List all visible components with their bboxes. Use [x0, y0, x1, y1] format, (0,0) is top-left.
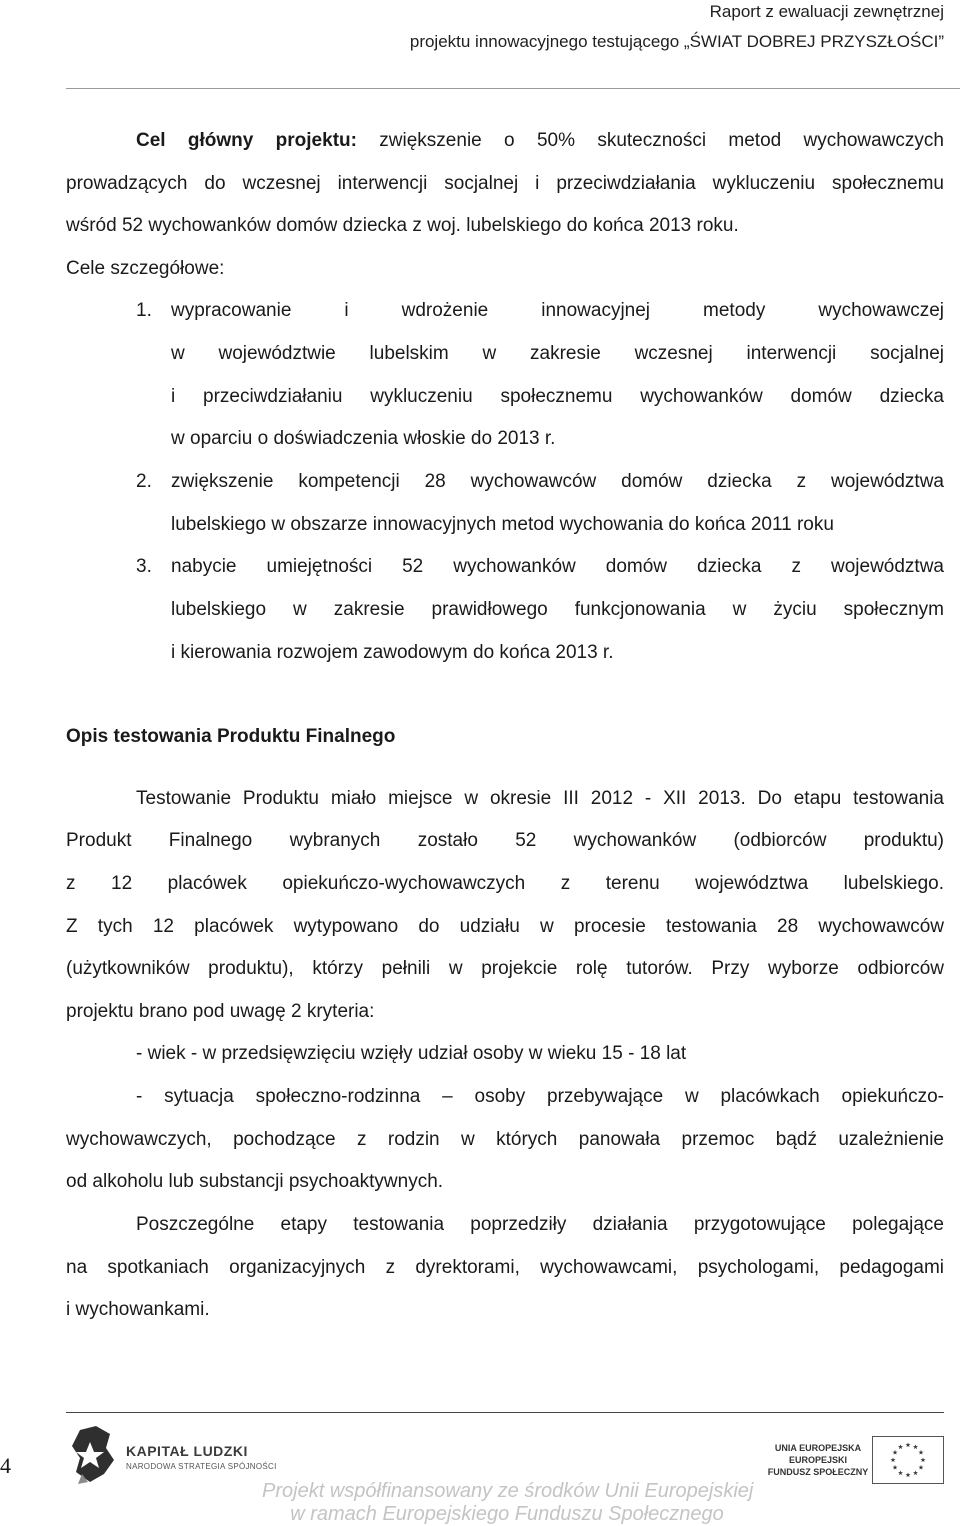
eu-text-line-3: FUNDUSZ SPOŁECZNY	[767, 1467, 869, 1477]
cofinance-line-1: Projekt współfinansowany ze środków Unii Europejskiej	[262, 1480, 754, 1502]
para2-line-2: na spotkaniach organizacyjnych z dyrektorami, wychowawcami, psychologami, pedagogami	[66, 1257, 944, 1278]
specific-goals-heading: Cele szczegółowe:	[66, 258, 225, 279]
main-goal-text-1: zwiększenie o 50% skuteczności metod wychowawczych	[379, 130, 944, 151]
goal-1-number: 1.	[136, 300, 152, 321]
main-goal-label: Cel główny projektu:	[136, 130, 357, 151]
kapital-ludzki-title: KAPITAŁ LUDZKI	[126, 1443, 248, 1459]
header-divider	[66, 88, 960, 89]
eu-text-line-2: EUROPEJSKI	[788, 1455, 848, 1465]
main-goal-line-2: prowadzących do wczesnej interwencji socjalnej i przeciwdziałania wykluczeniu społecznemu	[66, 173, 944, 194]
para1-line-2: Produkt Finalnego wybranych zostało 52 wychowanków (odbiorców produktu)	[66, 830, 944, 851]
cofinance-line-2: w ramach Europejskiego Funduszu Społecznego	[290, 1503, 724, 1525]
para1-line-3: z 12 placówek opiekuńczo-wychowawczych z terenu województwa lubelskiego.	[66, 873, 944, 894]
footer-divider	[66, 1412, 944, 1413]
main-goal-line-1	[136, 128, 944, 154]
goal-1-line-4: w oparciu o doświadczenia włoskie do 2013 r.	[171, 428, 556, 449]
main-goal-line-3: wśród 52 wychowanków domów dziecka z woj. lubelskiego do końca 2013 roku.	[66, 215, 739, 236]
para2-line-3: i wychowankami.	[66, 1299, 210, 1320]
para1-line-1: Testowanie Produktu miało miejsce w okresie III 2012 - XII 2013. Do etapu testowania	[136, 788, 944, 809]
kapital-ludzki-logo-icon	[66, 1424, 122, 1486]
criteria-age: - wiek - w przedsięwzięciu wzięły udział osoby w wieku 15 - 18 lat	[136, 1043, 687, 1064]
goal-2-line-2: lubelskiego w obszarze innowacyjnych metod wychowania do końca 2011 roku	[171, 514, 834, 535]
goal-3-line-2: lubelskiego w zakresie prawidłowego funkcjonowania w życiu społecznym	[171, 599, 944, 620]
criteria-family-line-1: - sytuacja społeczno-rodzinna – osoby przebywające w placówkach opiekuńczo-	[136, 1086, 944, 1107]
goal-3-line-3: i kierowania rozwojem zawodowym do końca 2013 r.	[171, 642, 614, 663]
goal-1-line-3: i przeciwdziałaniu wykluczeniu społecznemu wychowanków domów dziecka	[171, 386, 944, 407]
running-header-project: projektu innowacyjnego testującego „ŚWIAT DOBREJ PRZYSZŁOŚCI”	[409, 32, 944, 51]
goal-1-line-1: wypracowanie i wdrożenie innowacyjnej metody wychowawczej	[171, 300, 944, 321]
goal-1-line-2: w województwie lubelskim w zakresie wczesnej interwencji socjalnej	[171, 343, 944, 364]
eu-text-line-1: UNIA EUROPEJSKA	[774, 1443, 862, 1453]
goal-2-line-1: zwiększenie kompetencji 28 wychowawców domów dziecka z województwa	[171, 471, 944, 492]
para1-line-6: projektu brano pod uwagę 2 kryteria:	[66, 1001, 375, 1022]
criteria-family-line-2: wychowawczych, pochodzące z rodzin w których panowała przemoc bądź uzależnienie	[66, 1129, 944, 1150]
para2-line-1: Poszczególne etapy testowania poprzedziły działania przygotowujące polegające	[136, 1214, 944, 1235]
page-number: 4	[0, 1453, 11, 1478]
goal-3-number: 3.	[136, 556, 152, 577]
goal-3-line-1: nabycie umiejętności 52 wychowanków domów dziecka z województwa	[171, 556, 944, 577]
kapital-ludzki-subtitle: NARODOWA STRATEGIA SPÓJNOŚCI	[126, 1462, 277, 1471]
goal-2-number: 2.	[136, 471, 152, 492]
para1-line-4: Z tych 12 placówek wytypowano do udziału w procesie testowania 28 wychowawców	[66, 916, 944, 937]
running-header-title: Raport z ewaluacji zewnętrznej	[709, 2, 944, 21]
para1-line-5: (użytkowników produktu), którzy pełnili w projekcie rolę tutorów. Przy wyborze odbiorców	[66, 958, 944, 979]
section-heading: Opis testowania Produktu Finalnego	[66, 726, 396, 747]
eu-flag-icon	[872, 1436, 944, 1484]
criteria-family-line-3: od alkoholu lub substancji psychoaktywnych.	[66, 1171, 444, 1192]
